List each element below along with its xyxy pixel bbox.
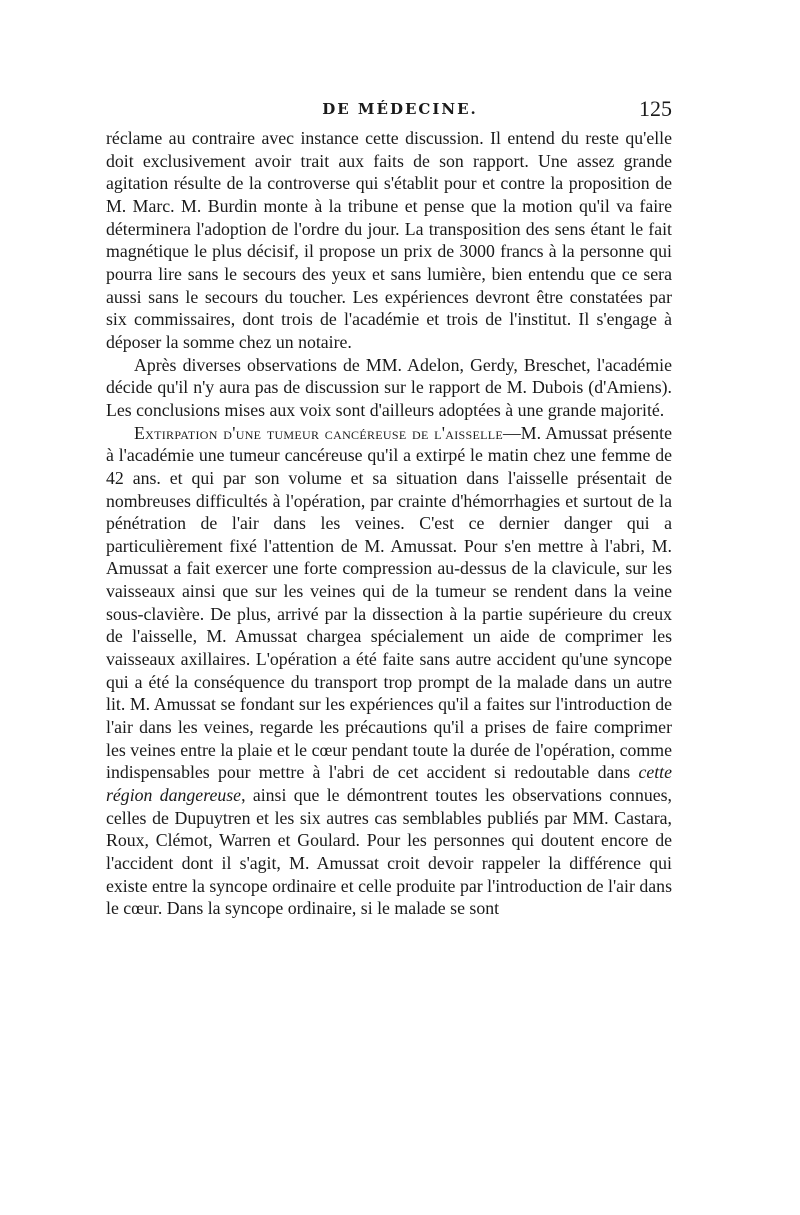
paragraph-extirpation-part-a: M. Amussat présente à l'académie une tumeur cancéreuse qu'il a extirpé le matin chez une femme de 42 ans. et qui par son volume et sa situation dans l'aisselle présentait de nombreuses difficultés à l'opération, par crainte d'hémorrhagies et surtout de la pénétration de l'air dans les veines. C'est ce dernier danger qui a particulièrement fixé l'attention de M. Amussat. Pour s'en mettre à l'abri, M. Amussat a fait exercer une forte compression au-dessus de la clavicule, sur les vaisseaux ainsi que sur les veines qui de la tumeur se rendent dans la veine sous-clavière. De plus, arrivé par la dissection à la partie supérieure du creux de l'aisselle, M. Amussat chargea spécialement un aide de comprimer les vaisseaux axillaires. L'opération a été faite sans autre accident qu'une syncope qui a été la conséquence du transport trop prompt de la malade dans un autre lit. M. Amussat se fondant sur les expériences qu'il a faites sur l'introduction de l'air dans les veines, regarde les précautions qu'il a prises de faire comprimer les veines entre la plaie et le cœur pendant toute la durée de l'opération, comme indispensables pour mettre à l'abri de cet accident si redoutable dans [106,422,672,783]
page-number: 125 [639,96,672,121]
paragraph-discussion-outcome: Après diverses observations de MM. Adelon, Gerdy, Breschet, l'académie décide qu'il n'y aura pas de discussion sur le rapport de M. Dubois (d'Amiens). Les conclusions mises aux voix sont d'ailleurs adoptées à une grande majorité. [106,354,672,420]
paragraph-continuation: réclame au contraire avec instance cette discussion. Il entend du reste qu'elle doit exclusivement avoir trait aux faits de son rapport. Une assez grande agitation résulte de la controverse qui s'établit pour et contre la proposition de M. Marc. M. Burdin monte à la tribune et pense que la motion qu'il va faire déterminera l'adoption de l'ordre du jour. La transposition des sens étant le fait magnétique le plus décisif, il propose un prix de 3000 francs à la personne qui pourra lire sans le secours des yeux et sans lumière, bien entendu que ce sera aussi sans le secours du toucher. Les expériences devront être constatées par six commissaires, dont trois de l'académie et trois de l'institut. Il s'engage à déposer la somme chez un notaire. [106,128,672,352]
running-head [128,96,672,126]
body-text [106,127,672,1067]
section-heading: Extirpation d'une tumeur cancéreuse de l'aisselle [134,422,503,443]
paragraph-extirpation [106,422,672,920]
italic-phrase: cette région dangereuse [106,762,672,806]
section-heading-separator: — [503,422,521,443]
paragraph-extirpation-part-b: , ainsi que le démontrent toutes les observations connues, celles de Dupuytren et les six autres cas semblables publiés par MM. Castara, Roux, Clémot, Warren et Goulard. Pour les personnes qui doutent encore de l'accident dont il s'agit, M. Amussat croit devoir rappeler la différence qui existe entre la syncope ordinaire et celle produite par l'introduction de l'air dans le cœur. Dans la syncope ordinaire, si le malade se sont [106,785,672,919]
running-title: DE MÉDECINE. [322,100,478,118]
